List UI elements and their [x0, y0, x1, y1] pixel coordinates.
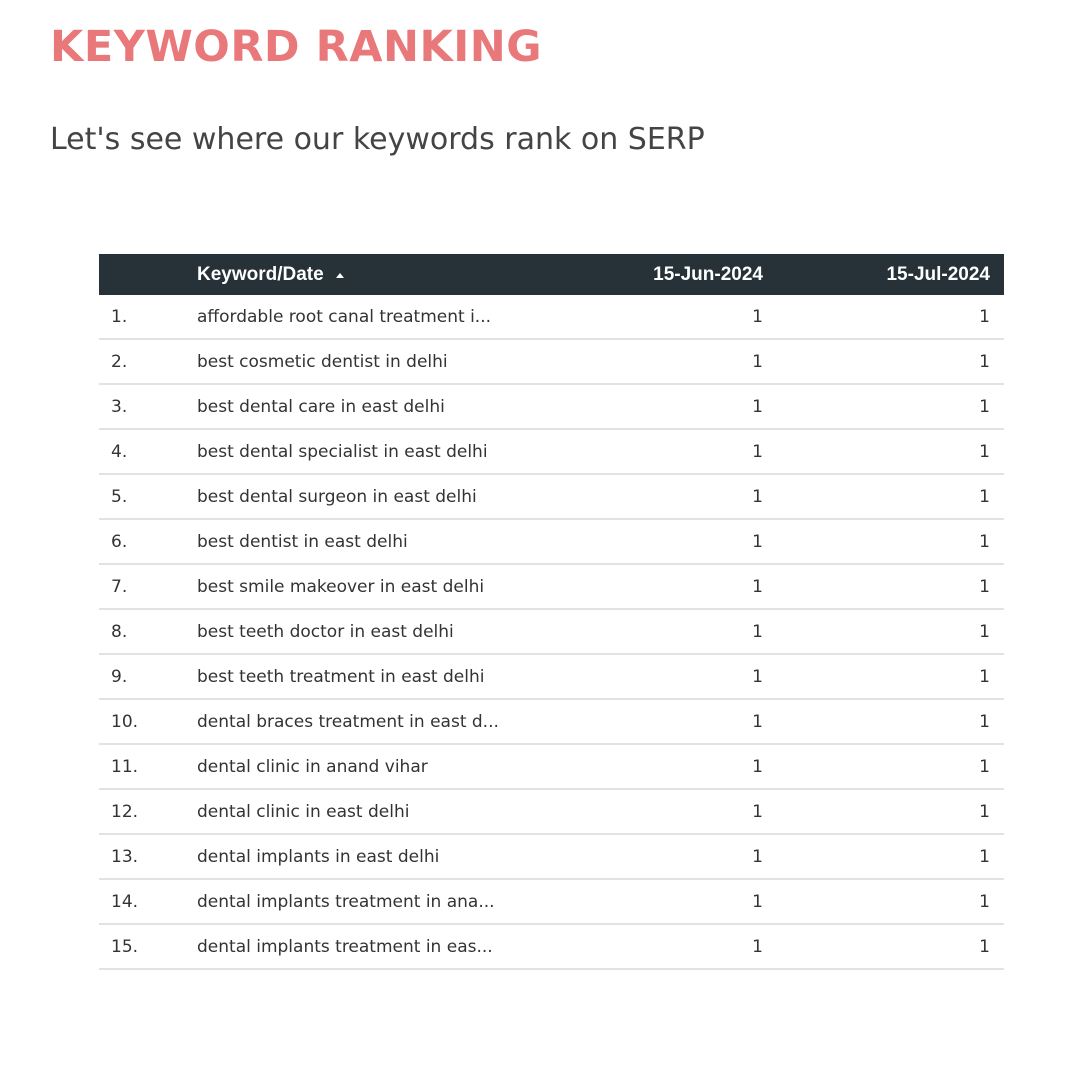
table-header-row: [99, 254, 1004, 295]
row-index: 13.: [111, 846, 139, 867]
row-rank-date-1: 1: [752, 441, 763, 462]
table-row: [99, 385, 1004, 430]
row-rank-date-2: 1: [979, 891, 990, 912]
table-body: [99, 295, 1004, 970]
row-index: 1.: [111, 306, 128, 327]
table-row: [99, 610, 1004, 655]
row-keyword: best cosmetic dentist in delhi: [197, 351, 448, 372]
row-rank-date-2: 1: [979, 576, 990, 597]
row-index: 14.: [111, 891, 139, 912]
table-row: [99, 925, 1004, 970]
header-keyword-date[interactable]: [197, 264, 577, 286]
row-keyword: dental implants treatment in ana...: [197, 891, 495, 912]
row-rank-date-1: 1: [752, 666, 763, 687]
row-index: 9.: [111, 666, 128, 687]
row-rank-date-2: 1: [979, 666, 990, 687]
row-rank-date-1: 1: [752, 891, 763, 912]
row-keyword: dental implants treatment in eas...: [197, 936, 493, 957]
row-rank-date-2: 1: [979, 441, 990, 462]
row-rank-date-1: 1: [752, 801, 763, 822]
row-keyword: best teeth treatment in east delhi: [197, 666, 485, 687]
row-rank-date-2: 1: [979, 711, 990, 732]
table-row: [99, 790, 1004, 835]
page-title: KEYWORD RANKING: [50, 22, 543, 72]
row-keyword: best dental care in east delhi: [197, 396, 445, 417]
table-row: [99, 475, 1004, 520]
row-index: 12.: [111, 801, 139, 822]
table-row: [99, 340, 1004, 385]
table-row: [99, 700, 1004, 745]
row-index: 4.: [111, 441, 128, 462]
row-index: 7.: [111, 576, 128, 597]
keyword-ranking-table: [99, 254, 1004, 970]
row-index: 8.: [111, 621, 128, 642]
row-rank-date-1: 1: [752, 396, 763, 417]
row-rank-date-2: 1: [979, 756, 990, 777]
row-keyword: dental clinic in east delhi: [197, 801, 410, 822]
table-row: [99, 745, 1004, 790]
row-rank-date-1: 1: [752, 936, 763, 957]
row-rank-date-2: 1: [979, 936, 990, 957]
row-index: 11.: [111, 756, 139, 777]
table-row: [99, 295, 1004, 340]
row-rank-date-2: 1: [979, 801, 990, 822]
sort-ascending-icon[interactable]: [336, 273, 344, 278]
header-keyword-label: Keyword/Date: [197, 263, 324, 285]
page-subtitle: Let's see where our keywords rank on SERP: [50, 122, 705, 157]
row-rank-date-1: 1: [752, 621, 763, 642]
row-rank-date-1: 1: [752, 306, 763, 327]
row-index: 15.: [111, 936, 139, 957]
table-row: [99, 835, 1004, 880]
row-rank-date-2: 1: [979, 486, 990, 507]
row-keyword: best teeth doctor in east delhi: [197, 621, 454, 642]
row-rank-date-2: 1: [979, 396, 990, 417]
header-date-1[interactable]: 15-Jun-2024: [653, 263, 763, 285]
table-row: [99, 565, 1004, 610]
row-keyword: best dental specialist in east delhi: [197, 441, 488, 462]
row-keyword: dental implants in east delhi: [197, 846, 440, 867]
row-rank-date-1: 1: [752, 486, 763, 507]
row-index: 10.: [111, 711, 139, 732]
row-rank-date-2: 1: [979, 621, 990, 642]
header-date-2[interactable]: 15-Jul-2024: [886, 263, 990, 285]
row-keyword: dental clinic in anand vihar: [197, 756, 428, 777]
row-keyword: affordable root canal treatment i...: [197, 306, 491, 327]
row-index: 5.: [111, 486, 128, 507]
row-rank-date-1: 1: [752, 756, 763, 777]
row-keyword: dental braces treatment in east d...: [197, 711, 499, 732]
row-rank-date-1: 1: [752, 846, 763, 867]
row-rank-date-2: 1: [979, 351, 990, 372]
row-rank-date-1: 1: [752, 576, 763, 597]
table-row: [99, 520, 1004, 565]
row-rank-date-1: 1: [752, 351, 763, 372]
row-index: 6.: [111, 531, 128, 552]
table-row: [99, 655, 1004, 700]
table-row: [99, 430, 1004, 475]
table-row: [99, 880, 1004, 925]
row-rank-date-1: 1: [752, 531, 763, 552]
row-rank-date-2: 1: [979, 306, 990, 327]
row-rank-date-2: 1: [979, 531, 990, 552]
row-keyword: best smile makeover in east delhi: [197, 576, 485, 597]
row-rank-date-2: 1: [979, 846, 990, 867]
row-index: 2.: [111, 351, 128, 372]
row-index: 3.: [111, 396, 128, 417]
row-keyword: best dentist in east delhi: [197, 531, 408, 552]
row-keyword: best dental surgeon in east delhi: [197, 486, 477, 507]
row-rank-date-1: 1: [752, 711, 763, 732]
